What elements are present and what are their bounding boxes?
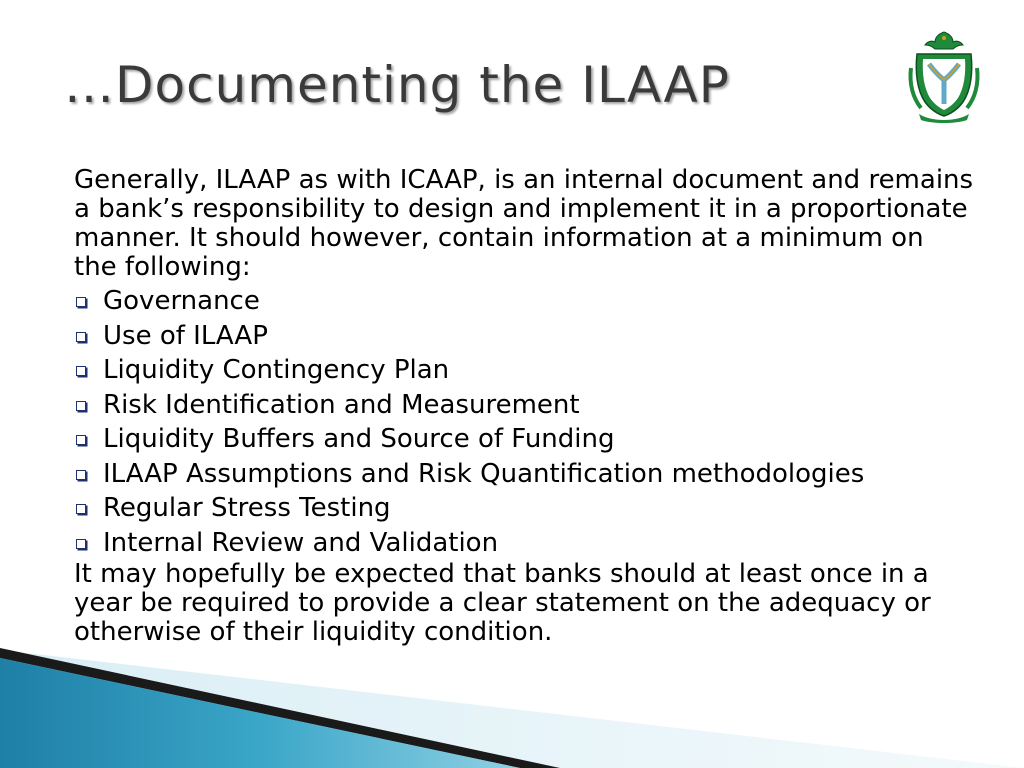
hollow-square-bullet-icon xyxy=(76,435,86,445)
intro-paragraph: Generally, ILAAP as with ICAAP, is an internal document and remains a bank’s responsibility to design and implement it in a proportionate manner. It should however, contain information at a minimum on the following: xyxy=(74,165,974,282)
list-item-text: Use of ILAAP xyxy=(103,320,268,351)
requirements-list xyxy=(74,284,974,560)
decorative-swoosh xyxy=(0,640,1024,768)
list-item-text: Regular Stress Testing xyxy=(103,493,391,523)
list-item-text: Internal Review and Validation xyxy=(103,527,499,558)
slide-body xyxy=(74,166,974,647)
list-item xyxy=(74,319,974,354)
hollow-square-bullet-icon xyxy=(76,401,86,411)
hollow-square-bullet-icon xyxy=(76,504,86,514)
list-item xyxy=(74,284,974,319)
central-bank-crest-icon xyxy=(905,28,983,124)
list-item-text: ILAAP Assumptions and Risk Quantification methodologies xyxy=(103,458,865,489)
hollow-square-bullet-icon xyxy=(76,366,86,376)
hollow-square-bullet-icon xyxy=(76,539,86,549)
list-item-text: Liquidity Buffers and Source of Funding xyxy=(103,424,615,454)
list-item xyxy=(74,422,974,457)
hollow-square-bullet-icon xyxy=(76,332,86,342)
list-item-text: Liquidity Contingency Plan xyxy=(103,355,450,385)
list-item xyxy=(74,353,974,388)
hollow-square-bullet-icon xyxy=(76,470,86,480)
list-item-text: Risk Identification and Measurement xyxy=(103,389,580,420)
list-item xyxy=(74,491,974,526)
list-item xyxy=(74,457,974,492)
hollow-square-bullet-icon xyxy=(76,297,86,307)
list-item xyxy=(74,526,974,561)
list-item-text: Governance xyxy=(103,286,260,316)
slide-title: …Documenting the ILAAP xyxy=(64,56,730,114)
closing-paragraph: It may hopefully be expected that banks should at least once in a year be required to provide a clear statement on the adequacy or otherwise of their liquidity condition. xyxy=(74,559,931,647)
list-item xyxy=(74,388,974,423)
